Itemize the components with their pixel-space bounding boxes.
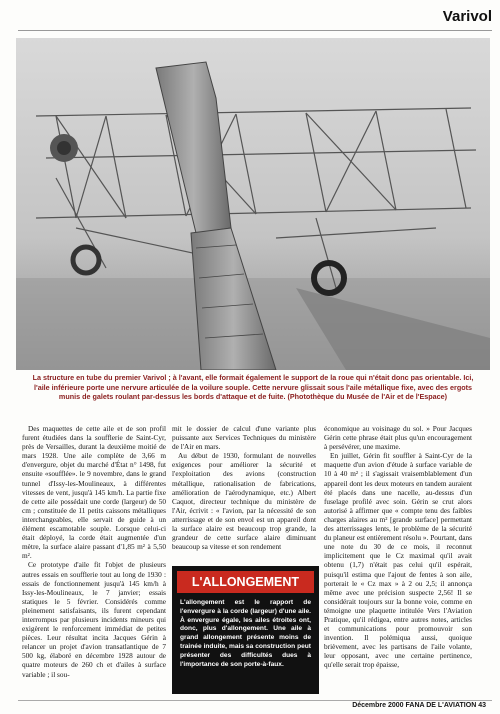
paragraph: mit le dossier de calcul d'une variante plus puissante aux Services Techniques du ministère de l'Air en mars. — [172, 424, 316, 452]
sidebar-box — [172, 566, 319, 694]
paragraph: Au début de 1930, formulant de nouvelles exigences pour améliorer la sécurité et l'exploitation des avions (construction métallique, rationalisation de fabrications, amélioration de l'aérodynamique, etc.) Albert Caquot, directeur technique du ministère de l'Air, écrivit : « l'avion, par la nécessité de son atterrissage et de son envol est un appareil dont la surface alaire est beaucoup trop grande, la grandeur de cette surface alaire diminuant beaucoup sa vitesse et son rendement — [172, 451, 316, 552]
footer-text: Décembre 2000 FANA DE L'AVIATION 43 — [352, 702, 486, 709]
sidebar-title: L'ALLONGEMENT — [177, 571, 314, 593]
text-column-3 — [324, 424, 472, 670]
section-title: Varivol — [442, 8, 492, 25]
sidebar-text: L'allongement est le rapport de l'envergure à la corde (largeur) d'une aile. À envergure égale, les ailes étroites ont, donc, plus d'allongement. Une aile à grand allongement présente moins de trainée induite, mais sa construction peut présenter des difficultés dues à l'importance de son porte-à-faux. — [180, 599, 311, 668]
paragraph: En juillet, Gérin fit souffler à Saint-Cyr de la maquette d'un avion d'étude à surface variable de 10 à 40 m² ; il s'agissait vraisemblablement d'un appareil dont les deux moteurs en tandem auraient été placés dans une nacelle, au-dessus d'un fuselage profilé avec soin. Gérin se crut alors autorisé à affirmer que « compte tenu des faibles charges alaires au m² [grande surface] permettant des atterrissages lents, le problème de la sécurité du planeur est entièrement résolu ». Pourtant, dans une note du 30 de ce mois, il reconnut implicitement que le Cz maximal qu'il avait obtenu (1,7) n'était pas celui qu'il espérait, puisqu'il estima que l'ajout de fentes à son aile, porterait le « Cz max » à 2 ou 2,5; il annonça même avec une précision suspecte 2,56! Il se considérait toujours sur la bonne voie, comme en témoigne une plaquette intitulée Vers l'Aviation Pratique, qu'il rédigea, entre autres notes, articles et communications pour promouvoir son invention. Il polémiqua aussi, quoique brièvement, avec les partisans de l'aile volante, leur opposant, avec une certaine pertinence, qu'elle serait trop épaisse, — [324, 451, 472, 670]
aircraft-photo — [16, 38, 490, 370]
header-rule — [18, 30, 492, 31]
page-footer — [0, 700, 500, 714]
paragraph: économique au voisinage du sol. » Pour Jacques Gérin cette phrase était plus qu'un encouragement à persévérer, une maxime. — [324, 424, 472, 452]
paragraph: Des maquettes de cette aile et de son profil furent étudiées dans la soufflerie de Saint-Cyr, près de Versailles, durant la deuxième moitié de mars 1928. Une aile complète de 3,66 m d'envergure, objet du marché d'État n° 1498, fut ensuite «soufflée». le 9 novembre, dans le grand tunnel d'Issy-les-Moulineaux, à différentes vitesses de vent, jusqu'à 145 km/h. La partie fixe de cette aile possédait une corde (largeur) de 50 cm ; constituée de 11 petits caissons métalliques interchangeables, elle servait de guide à un élément escamotable souple. Lorsque celui-ci était déployé, la corde était augmentée d'un mètre, la surface alaire passant d'1,85 m² à 5,50 m². — [22, 424, 166, 561]
footer-rule — [18, 700, 492, 701]
photo-caption: La structure en tube du premier Varivol ; à l'avant, elle formait également le support de la roue qui n'était donc pas orientable. Ici, l'aile inférieure porte une nervure articulée de la voilure souple. Cette nervure glissait sous l'aile métallique fixe, avec des ergots munis de galets roulant par-dessus les bords d'attaque et de fuite. (Photothèque du Musée de l'Air et de l'Espace) — [32, 373, 474, 402]
text-column-2 — [172, 424, 316, 551]
page-header — [0, 0, 500, 40]
text-column-1 — [22, 424, 166, 679]
paragraph: Ce prototype d'aile fit l'objet de plusieurs autres essais en soufflerie tout au long de 1930 : essais de fonctionnement jusqu'à 145 km/h à Issy-les-Moulineaux, le 7 janvier; essais statiques le 5 février. Considérés comme pleinement satisfaisants, ils furent cependant interrompus par plusieurs incidents mineurs qui exigèrent le renforcement immédiat de petites pièces. Leur résultat incita Jacques Gérin à relancer un projet d'avion transatlantique de 7 500 kg, élaboré en décembre 1928 autour de quatre moteurs de 260 ch et d'ailes à surface variable ; il sou- — [22, 560, 166, 679]
